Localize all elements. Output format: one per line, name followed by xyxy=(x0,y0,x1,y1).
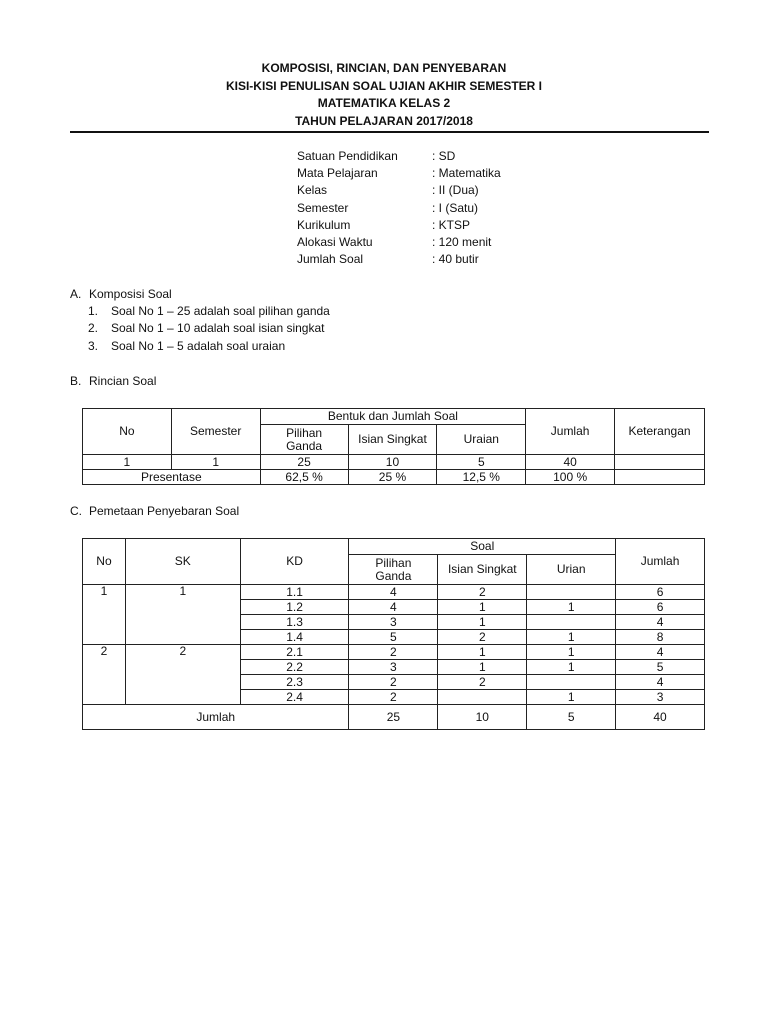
identity-label: Jumlah Soal xyxy=(297,252,364,267)
cell-isian-singkat: 1 xyxy=(438,660,527,675)
cell-no: 2 xyxy=(83,645,126,705)
cell-isian-singkat: 2 xyxy=(438,585,527,600)
identity-value: : 120 menit xyxy=(432,235,492,250)
cell-pilihan-ganda: 62,5 % xyxy=(260,470,348,485)
cell-urian: 1 xyxy=(527,630,616,645)
cell-pilihan-ganda: 2 xyxy=(349,675,438,690)
cell-pilihan-ganda: 3 xyxy=(349,660,438,675)
cell-semester: 1 xyxy=(171,455,260,470)
list-text: Soal No 1 – 25 adalah soal pilihan ganda xyxy=(111,304,330,318)
cell-kd: 1.3 xyxy=(240,615,349,630)
komposisi-list xyxy=(88,303,330,355)
cell-urian xyxy=(527,615,616,630)
cell-jumlah: 100 % xyxy=(526,470,615,485)
cell-urian: 1 xyxy=(527,600,616,615)
header-no: No xyxy=(83,539,126,585)
cell-kd: 1.1 xyxy=(240,585,349,600)
identity-row xyxy=(297,233,501,250)
cell-isian-singkat: 1 xyxy=(438,615,527,630)
cell-jumlah: 6 xyxy=(616,600,705,615)
cell-urian: 1 xyxy=(527,690,616,705)
cell-sk: 2 xyxy=(125,645,240,705)
cell-keterangan xyxy=(615,470,705,485)
cell-jumlah: 8 xyxy=(616,630,705,645)
cell-pilihan-ganda: 3 xyxy=(349,615,438,630)
cell-jumlah: 4 xyxy=(616,645,705,660)
section-title: Pemetaan Penyebaran Soal xyxy=(89,504,240,518)
pemetaan-table xyxy=(82,538,705,730)
total-row xyxy=(83,705,705,730)
identity-label: Semester xyxy=(297,200,349,215)
cell-jumlah: 3 xyxy=(616,690,705,705)
section-a-heading xyxy=(70,287,172,301)
table-row xyxy=(83,455,705,470)
cell-pilihan-ganda: 5 xyxy=(349,630,438,645)
header-isian-singkat: Isian Singkat xyxy=(348,425,437,455)
identity-label: Mata Pelajaran xyxy=(297,165,378,180)
identity-value: : I (Satu) xyxy=(432,200,479,215)
list-item xyxy=(88,320,330,337)
identity-row xyxy=(297,251,501,268)
cell-jumlah: 4 xyxy=(616,615,705,630)
section-c-heading xyxy=(70,504,239,518)
cell-kd: 1.4 xyxy=(240,630,349,645)
section-letter: B. xyxy=(70,374,82,388)
section-title: Komposisi Soal xyxy=(89,287,172,301)
cell-pilihan-ganda: 4 xyxy=(349,585,438,600)
header-soal: Soal xyxy=(349,539,616,555)
cell-no: 1 xyxy=(83,585,126,645)
list-item xyxy=(88,303,330,320)
cell-kd: 2.1 xyxy=(240,645,349,660)
list-number: 2. xyxy=(88,321,99,336)
cell-kd: 2.2 xyxy=(240,660,349,675)
list-text: Soal No 1 – 5 adalah soal uraian xyxy=(111,338,286,353)
section-letter: A. xyxy=(70,287,82,301)
header-uraian: Uraian xyxy=(437,425,526,455)
list-item xyxy=(88,338,330,355)
cell-urian: 1 xyxy=(527,660,616,675)
cell-kd: 1.2 xyxy=(240,600,349,615)
list-text: Soal No 1 – 10 adalah soal isian singkat xyxy=(111,321,325,336)
cell-jumlah: 4 xyxy=(616,675,705,690)
header-kd: KD xyxy=(240,539,349,585)
identity-label: Kelas xyxy=(297,183,328,198)
cell-pilihan-ganda: 25 xyxy=(349,705,438,730)
header-no: No xyxy=(83,409,172,455)
cell-isian-singkat: 10 xyxy=(348,455,437,470)
identity-value: : II (Dua) xyxy=(432,183,479,198)
cell-jumlah: 40 xyxy=(526,455,615,470)
header-isian-singkat: Isian Singkat xyxy=(438,555,527,585)
cell-isian-singkat: 1 xyxy=(438,600,527,615)
title-line-1: KOMPOSISI, RINCIAN, DAN PENYEBARAN xyxy=(261,61,507,75)
cell-uraian: 5 xyxy=(437,455,526,470)
cell-isian-singkat xyxy=(438,690,527,705)
cell-keterangan xyxy=(615,455,705,470)
table-row xyxy=(83,645,705,660)
list-number: 3. xyxy=(88,338,99,353)
identity-row xyxy=(297,182,501,199)
title-line-2: KISI-KISI PENULISAN SOAL UJIAN AKHIR SEMESTER I xyxy=(225,78,543,93)
cell-isian-singkat: 1 xyxy=(438,645,527,660)
cell-sk: 1 xyxy=(125,585,240,645)
identity-value: : Matematika xyxy=(432,165,501,180)
cell-kd: 2.3 xyxy=(240,675,349,690)
header-bentuk: Bentuk dan Jumlah Soal xyxy=(260,409,526,425)
cell-no: 1 xyxy=(83,455,172,470)
cell-isian-singkat: 2 xyxy=(438,630,527,645)
cell-kd: 2.4 xyxy=(240,690,349,705)
rincian-table xyxy=(82,408,705,485)
title-divider xyxy=(70,131,709,133)
identity-label: Alokasi Waktu xyxy=(297,235,373,250)
section-title: Rincian Soal xyxy=(89,374,157,388)
header-jumlah: Jumlah xyxy=(526,409,615,455)
cell-total-label: Jumlah xyxy=(83,705,349,730)
cell-urian: 5 xyxy=(527,705,616,730)
presentase-row xyxy=(83,470,705,485)
cell-uraian: 12,5 % xyxy=(437,470,526,485)
header-urian: Urian xyxy=(527,555,616,585)
identity-value: : SD xyxy=(432,148,456,163)
cell-isian-singkat: 2 xyxy=(438,675,527,690)
header-pilihan-ganda: Pilihan Ganda xyxy=(260,425,348,455)
cell-pilihan-ganda: 4 xyxy=(349,600,438,615)
document-title xyxy=(0,60,768,130)
identity-label: Satuan Pendidikan xyxy=(297,148,398,163)
identity-label: Kurikulum xyxy=(297,217,351,232)
cell-pilihan-ganda: 2 xyxy=(349,690,438,705)
header-jumlah: Jumlah xyxy=(616,539,705,585)
identity-block xyxy=(297,147,501,268)
cell-urian xyxy=(527,675,616,690)
section-letter: C. xyxy=(70,504,82,518)
identity-value: : 40 butir xyxy=(432,252,479,267)
cell-presentase-label: Presentase xyxy=(83,470,261,485)
identity-row xyxy=(297,164,501,181)
cell-pilihan-ganda: 2 xyxy=(349,645,438,660)
table-row xyxy=(83,585,705,600)
cell-jumlah: 40 xyxy=(616,705,705,730)
cell-urian xyxy=(527,585,616,600)
identity-value: : KTSP xyxy=(432,217,471,232)
cell-isian-singkat: 25 % xyxy=(348,470,437,485)
cell-isian-singkat: 10 xyxy=(438,705,527,730)
cell-urian: 1 xyxy=(527,645,616,660)
title-line-3: MATEMATIKA KELAS 2 xyxy=(317,96,451,110)
title-line-4: TAHUN PELAJARAN 2017/2018 xyxy=(295,113,473,128)
identity-row xyxy=(297,147,501,164)
identity-row xyxy=(297,199,501,216)
header-keterangan: Keterangan xyxy=(615,409,705,455)
section-b-heading xyxy=(70,374,156,388)
list-number: 1. xyxy=(88,304,99,318)
header-pilihan-ganda: Pilihan Ganda xyxy=(349,555,438,585)
cell-pilihan-ganda: 25 xyxy=(260,455,348,470)
header-semester: Semester xyxy=(171,409,260,455)
cell-jumlah: 6 xyxy=(616,585,705,600)
identity-row xyxy=(297,216,501,233)
header-sk: SK xyxy=(125,539,240,585)
cell-jumlah: 5 xyxy=(616,660,705,675)
